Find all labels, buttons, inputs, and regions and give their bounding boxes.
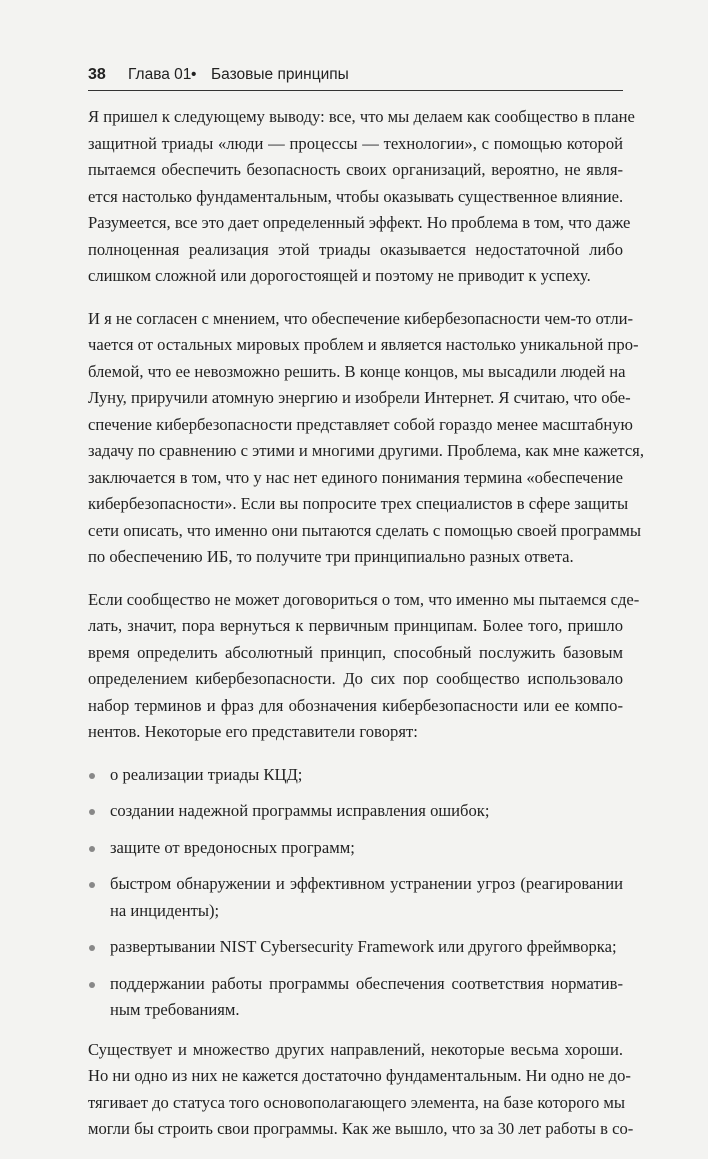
bullet-dot-icon bbox=[89, 809, 95, 815]
paragraph-2 bbox=[88, 306, 644, 571]
text-line: полноценная реализация этой триады оказывается недостаточной либо bbox=[88, 239, 623, 259]
text-line: спечение кибербезопасности представляет собой гораздо менее масштабную bbox=[88, 414, 633, 434]
list-item bbox=[88, 762, 623, 789]
text-line: поддержании работы программы обеспечения соответствия норматив- bbox=[110, 973, 623, 993]
text-line: задачу по сравнению с этими и многими другими. Проблема, как мне кажется, bbox=[88, 441, 644, 460]
text-line: ным требованиям. bbox=[110, 1000, 240, 1019]
text-line: могли бы строить свои программы. Как же вышло, что за 30 лет работы в со- bbox=[88, 1119, 634, 1138]
bullet-dot-icon bbox=[89, 846, 95, 852]
text-line: быстром обнаружении и эффективном устранении угроз (реагировании bbox=[110, 874, 623, 893]
chapter-label: Глава 01 bbox=[128, 66, 192, 83]
bullet-dot-icon bbox=[89, 982, 95, 988]
text-line: блемой, что ее невозможно решить. В конце концов, мы высадили людей на bbox=[88, 361, 626, 381]
list-item bbox=[88, 934, 623, 961]
text-line: пытаемся обеспечить безопасность своих организаций, вероятно, не явля- bbox=[88, 160, 623, 179]
text-line: заключается в том, что у нас нет единого понимания термина «обеспечение bbox=[88, 467, 623, 487]
text-line: нентов. Некоторые его представители говорят: bbox=[88, 722, 418, 741]
text-line: слишком сложной или дорогостоящей и поэтому не приводит к успеху. bbox=[88, 266, 591, 285]
text-line: развертывании NIST Cybersecurity Framework или другого фреймворка; bbox=[110, 937, 617, 956]
text-line: определением кибербезопасности. До сих пор сообщество использовало bbox=[88, 669, 623, 688]
list-item bbox=[88, 871, 623, 924]
running-header bbox=[88, 62, 623, 91]
text-line: защите от вредоносных программ; bbox=[110, 837, 355, 857]
paragraph-3 bbox=[88, 587, 640, 746]
bullet-dot-icon bbox=[89, 773, 95, 779]
text-line: Но ни одно из них не кажется достаточно фундаментальным. Ни одно не до- bbox=[88, 1066, 631, 1085]
page-number: 38 bbox=[88, 66, 106, 83]
text-line: Я пришел к следующему выводу: все, что мы делаем как сообщество в плане bbox=[88, 107, 635, 126]
text-line: тягивает до статуса того основополагающего элемента, на базе которого мы bbox=[88, 1092, 626, 1112]
paragraph-4 bbox=[88, 1037, 634, 1143]
text-line: защитной триады «люди — процессы — технологии», с помощью которой bbox=[88, 133, 623, 153]
page-body bbox=[88, 104, 644, 1159]
text-line: о реализации триады КЦД; bbox=[110, 764, 303, 784]
text-line: набор терминов и фраз для обозначения кибербезопасности или ее компо- bbox=[88, 695, 623, 715]
text-line: сети описать, что именно они пытаются сделать с помощью своей программы bbox=[88, 520, 641, 540]
text-line: Если сообщество не может договориться о том, что именно мы пытаемся сде- bbox=[88, 589, 640, 609]
text-line: создании надежной программы исправления ошибок; bbox=[110, 801, 490, 820]
bullet-dot-icon bbox=[89, 882, 95, 888]
text-line: Существует и множество других направлений, некоторые весьма хороши. bbox=[88, 1039, 623, 1059]
paragraph-1 bbox=[88, 104, 635, 290]
text-line: по обеспечению ИБ, то получите три принципиально разных ответа. bbox=[88, 547, 574, 566]
bullet-dot-icon bbox=[89, 945, 95, 951]
list-item bbox=[88, 798, 623, 825]
chapter-title: Базовые принципы bbox=[211, 66, 349, 83]
header-separator: • bbox=[191, 66, 197, 83]
text-line: Разумеется, все это дает определенный эффект. Но проблема в том, что даже bbox=[88, 213, 631, 232]
text-line: лать, значит, пора вернуться к первичным принципам. Более того, пришло bbox=[88, 616, 623, 635]
text-line: время определить абсолютный принцип, способный послужить базовым bbox=[88, 642, 623, 662]
text-line: Луну, приручили атомную энергию и изобрели Интернет. Я считаю, что обе- bbox=[88, 388, 631, 407]
text-line: на инциденты); bbox=[110, 900, 220, 920]
text-line: кибербезопасности». Если вы попросите трех специалистов в сфере защиты bbox=[88, 494, 629, 513]
list-item bbox=[88, 971, 623, 1024]
bullet-list bbox=[88, 762, 623, 1024]
text-line: ется настолько фундаментальным, чтобы оказывать существенное влияние. bbox=[88, 186, 624, 206]
text-line: И я не согласен с мнением, что обеспечение кибербезопасности чем-то отли- bbox=[88, 308, 634, 328]
list-item bbox=[88, 835, 623, 862]
text-line: чается от остальных мировых проблем и является настолько уникальной про- bbox=[88, 335, 639, 354]
